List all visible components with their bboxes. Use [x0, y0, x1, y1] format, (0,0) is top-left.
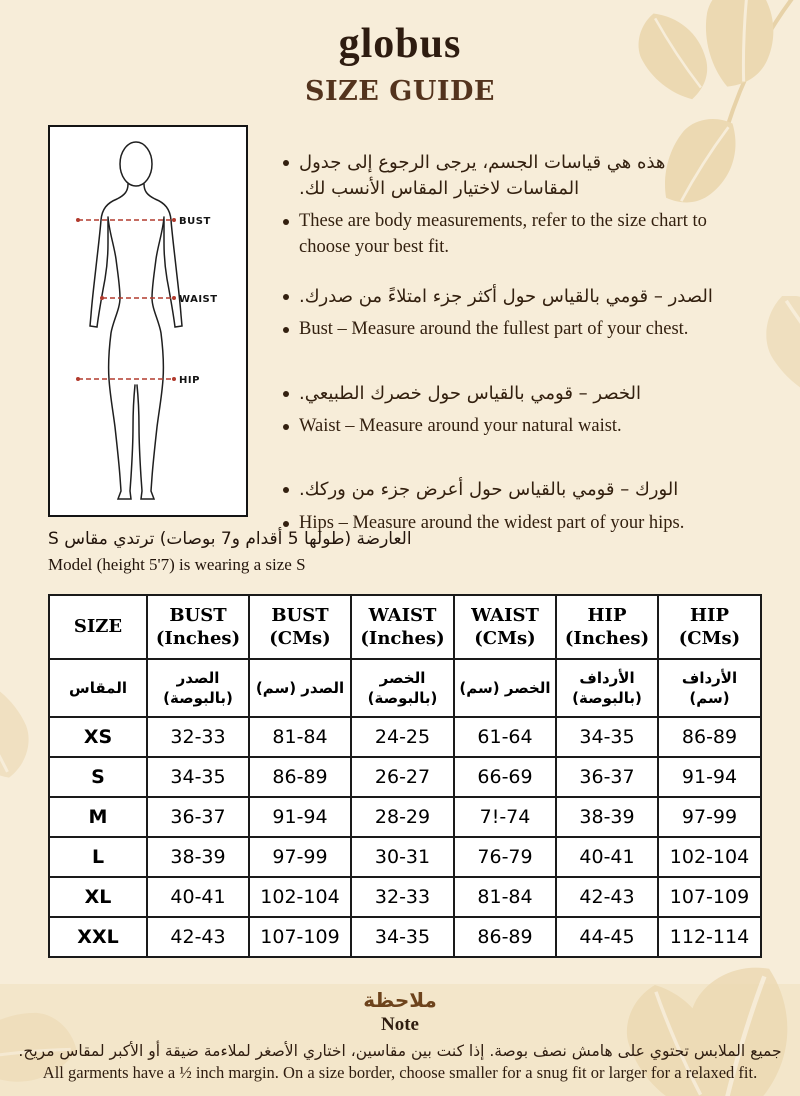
col-header-waist-cm: WAIST (CMs): [454, 595, 556, 659]
instruction-hip-ar: الورك – قومي بالقياس حول أعرض جزء من وركك.: [299, 479, 679, 501]
instruction-waist-ar: الخصر – قومي بالقياس حول خصرك الطبيعي.: [299, 382, 642, 404]
note-body-ar: جميع الملابس تحتوي على هامش نصف بوصة. إذا كنت بين مقاسين، اختاري الأصغر لملاءمة ضيقة أو الأكبر لمقاس مريح.: [18, 1042, 782, 1060]
hip-label: HIP: [179, 375, 200, 386]
bullet-icon: [283, 327, 289, 333]
size-table: [48, 594, 762, 958]
table-cell: 32-33: [351, 877, 454, 917]
col-header-waist-in-ar: الخصر (بالبوصة): [351, 659, 454, 717]
bullet-icon: [283, 219, 289, 225]
instruction-bust-ar: الصدر – قومي بالقياس حول أكثر جزء امتلاءً من صدرك.: [299, 286, 713, 308]
bust-label: BUST: [179, 216, 211, 227]
bullet-icon: [283, 424, 289, 430]
table-cell: 36-37: [147, 797, 249, 837]
table-cell: 86-89: [658, 717, 761, 757]
table-cell: 91-94: [658, 757, 761, 797]
table-cell: 38-39: [556, 797, 658, 837]
table-cell: 42-43: [147, 917, 249, 957]
table-cell: 44-45: [556, 917, 658, 957]
note-body-en: All garments have a ½ inch margin. On a size border, choose smaller for a snug fit or larger for a relaxed fit.: [42, 1063, 758, 1082]
bullet-icon: [283, 294, 289, 300]
table-cell: 40-41: [556, 837, 658, 877]
table-cell: 102-104: [658, 837, 761, 877]
table-cell: 97-99: [249, 837, 351, 877]
table-cell: 91-94: [249, 797, 351, 837]
table-row: [49, 837, 761, 877]
list-item: [283, 477, 761, 503]
table-row: [49, 797, 761, 837]
table-cell: 30-31: [351, 837, 454, 877]
col-header-size: SIZE: [49, 595, 147, 659]
table-row: [49, 717, 761, 757]
instruction-group-waist: [283, 381, 761, 440]
table-cell: 34-35: [351, 917, 454, 957]
instruction-bust-en: Bust – Measure around the fullest part of your chest.: [299, 319, 689, 340]
table-cell: 7!-74: [454, 797, 556, 837]
note-title-en: Note: [381, 1014, 419, 1035]
table-cell: 66-69: [454, 757, 556, 797]
table-cell: 81-84: [249, 717, 351, 757]
list-item: [283, 209, 761, 260]
table-cell: 97-99: [658, 797, 761, 837]
instruction-intro-en: These are body measurements, refer to the size chart to choose your best fit.: [299, 211, 707, 257]
model-note: [48, 527, 478, 577]
col-header-waist-cm-ar: الخصر (سم): [454, 659, 556, 717]
col-header-hip-in: HIP (Inches): [556, 595, 658, 659]
table-cell: S: [49, 757, 147, 797]
table-cell: L: [49, 837, 147, 877]
bullet-icon: [283, 487, 289, 493]
table-cell: 28-29: [351, 797, 454, 837]
list-item: [283, 284, 761, 310]
table-row: [49, 757, 761, 797]
table-cell: 24-25: [351, 717, 454, 757]
instruction-group-intro: [283, 150, 761, 260]
page-title: SIZE GUIDE: [304, 76, 496, 107]
col-header-bust-cm-ar: الصدر (سم): [249, 659, 351, 717]
table-cell: 102-104: [249, 877, 351, 917]
table-cell: 34-35: [556, 717, 658, 757]
note-title-ar: ملاحظة: [363, 988, 437, 1012]
table-cell: 42-43: [556, 877, 658, 917]
col-header-bust-in: BUST (Inches): [147, 595, 249, 659]
table-cell: 86-89: [249, 757, 351, 797]
col-header-size-ar: المقاس: [49, 659, 147, 717]
table-cell: 81-84: [454, 877, 556, 917]
col-header-hip-in-ar: الأرداف (بالبوصة): [556, 659, 658, 717]
table-cell: M: [49, 797, 147, 837]
bullet-icon: [283, 160, 289, 166]
instruction-intro-ar: هذه هي قياسات الجسم، يرجى الرجوع إلى جدول المقاسات لاختيار المقاس الأنسب لك.: [299, 152, 666, 200]
col-header-bust-in-ar: الصدر (بالبوصة): [147, 659, 249, 717]
table-cell: 36-37: [556, 757, 658, 797]
col-header-hip-cm-ar: الأرداف (سم): [658, 659, 761, 717]
table-header-row-en: [49, 595, 761, 659]
table-cell: 40-41: [147, 877, 249, 917]
table-cell: 34-35: [147, 757, 249, 797]
instruction-group-bust: [283, 284, 761, 343]
table-cell: 107-109: [249, 917, 351, 957]
table-cell: 38-39: [147, 837, 249, 877]
table-cell: XXL: [49, 917, 147, 957]
body-measurement-diagram: [48, 125, 248, 517]
col-header-hip-cm: HIP (CMs): [658, 595, 761, 659]
note-section: [0, 988, 800, 1083]
model-note-en: Model (height 5'7) is wearing a size S: [48, 554, 306, 574]
table-row: [49, 917, 761, 957]
bullet-icon: [283, 521, 289, 527]
bullet-icon: [283, 391, 289, 397]
table-cell: 61-64: [454, 717, 556, 757]
table-header-row-ar: [49, 659, 761, 717]
table-row: [49, 877, 761, 917]
model-note-ar: العارضة (طولها 5 أقدام و7 بوصات) ترتدي مقاس S: [48, 529, 412, 549]
body-figure-illustration: [50, 127, 246, 515]
table-cell: 76-79: [454, 837, 556, 877]
table-cell: XS: [49, 717, 147, 757]
brand-logo: globus: [338, 21, 462, 67]
list-item: [283, 381, 761, 407]
instructions-list: [283, 150, 761, 560]
instruction-waist-en: Waist – Measure around your natural waist.: [299, 415, 622, 436]
list-item: [283, 150, 761, 202]
table-cell: 86-89: [454, 917, 556, 957]
table-cell: 26-27: [351, 757, 454, 797]
instruction-hip-en: Hips – Measure around the widest part of your hips.: [299, 512, 685, 533]
table-cell: 112-114: [658, 917, 761, 957]
table-cell: 32-33: [147, 717, 249, 757]
waist-label: WAIST: [179, 294, 218, 305]
table-cell: 107-109: [658, 877, 761, 917]
table-cell: XL: [49, 877, 147, 917]
list-item: [283, 414, 761, 440]
list-item: [283, 317, 761, 343]
col-header-bust-cm: BUST (CMs): [249, 595, 351, 659]
col-header-waist-in: WAIST (Inches): [351, 595, 454, 659]
